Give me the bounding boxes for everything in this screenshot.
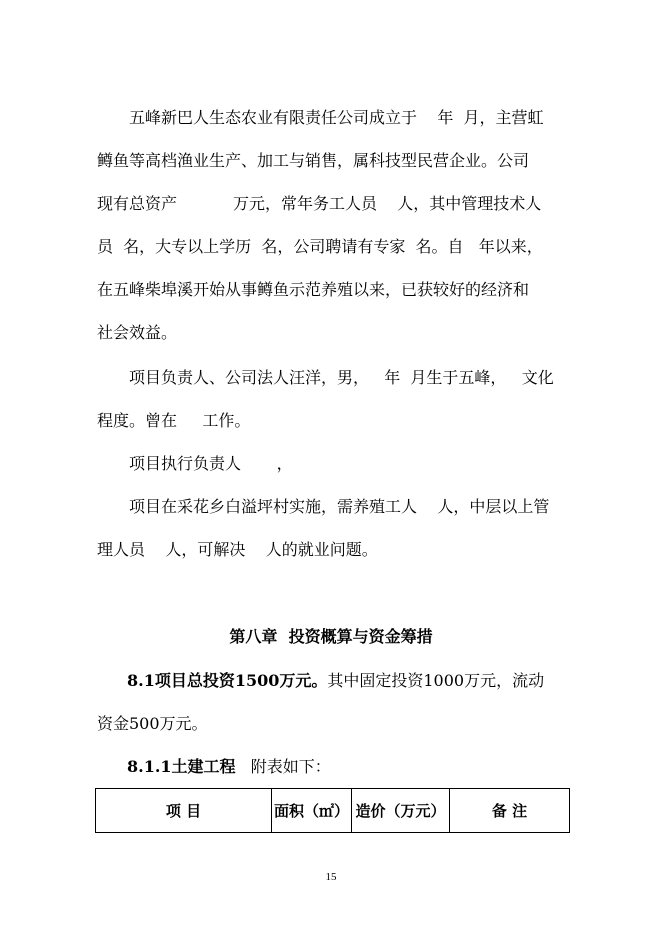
project-leader-line-2: 程度。曾在 工作。 [97, 411, 251, 430]
table-header-item: 项 目 [96, 789, 272, 833]
section-8-1-text: 其中固定投资1000万元，流动 [327, 671, 545, 690]
project-leader-line-1: 项目负责人、公司法人汪洋，男， 年 月生于五峰， 文化 [129, 368, 554, 387]
company-intro-line-3: 现有总资产 万元，常年务工人员 人，其中管理技术人 [97, 194, 542, 213]
executive-leader-line: 项目执行负责人 ， [129, 454, 293, 473]
section-8-1-1-heading: 8.1.1土建工程 [127, 757, 236, 776]
section-8-1-line-1 [127, 671, 544, 691]
company-intro-line-6: 社会效益。 [97, 323, 178, 342]
investment-table [95, 788, 570, 833]
company-intro-line-4: 员 名，大专以上学历 名，公司聘请有专家 名。自 年以来， [97, 237, 543, 256]
section-8-1-heading: 8.1项目总投资1500万元。 [127, 671, 328, 690]
company-intro-line-2: 鳟鱼等高档渔业生产、加工与销售，属科技型民营企业。公司 [97, 151, 530, 170]
company-intro-line-5: 在五峰柴埠溪开始从事鳟鱼示范养殖以来，已获较好的经济和 [97, 280, 530, 299]
page-number: 15 [325, 871, 337, 883]
table-header-cost: 造价（万元） [352, 789, 450, 833]
chapter-title: 第八章 投资概算与资金筹措 [229, 627, 433, 646]
section-8-1-1-line [127, 757, 331, 777]
company-intro-line-1: 五峰新巴人生态农业有限责任公司成立于 年 月，主营虹 [129, 108, 544, 127]
table-header-area: 面积（㎡） [272, 789, 352, 833]
table-header-remarks: 备 注 [450, 789, 570, 833]
implementation-line-1: 项目在采花乡白溢坪村实施，需养殖工人 人，中层以上管 [129, 497, 550, 516]
table-header-row [96, 789, 570, 833]
implementation-line-2: 理人员 人，可解决 人的就业问题。 [97, 540, 378, 559]
section-8-1-line-2: 资金500万元。 [97, 714, 208, 733]
section-8-1-1-text: 附表如下： [235, 757, 331, 776]
